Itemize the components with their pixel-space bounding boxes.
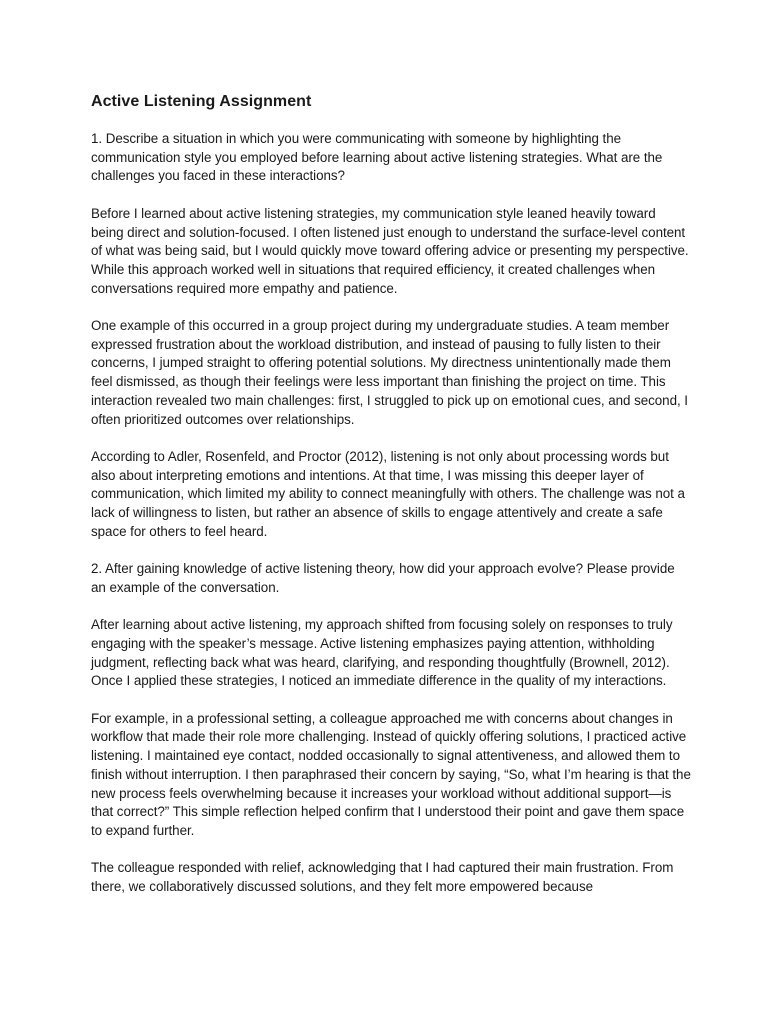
document-page xyxy=(91,92,691,915)
answer-1-paragraph-1: Before I learned about active listening strategies, my communication style leaned heavily toward being direct and solution-focused. I often listened just enough to understand the surface-level content of what was being said, but I would quickly move toward offering advice or presenting my perspective. While this approach worked well in situations that required efficiency, it created challenges when conversations required more empathy and patience. xyxy=(91,205,689,296)
question-2: 2. After gaining knowledge of active listening theory, how did your approach evolve? Please provide an example of the conversation. xyxy=(91,561,675,595)
answer-1-paragraph-2: One example of this occurred in a group project during my undergraduate studies. A team member expressed frustration about the workload distribution, and instead of pausing to fully listen to their concerns, I jumped straight to offering potential solutions. My directness unintentionally made them feel dismissed, as though their feelings were less important than finishing the project on time. This interaction revealed two main challenges: first, I struggled to pick up on emotional cues, and second, I often prioritized outcomes over relationships. xyxy=(91,318,688,427)
answer-2-paragraph-1: After learning about active listening, my approach shifted from focusing solely on responses to truly engaging with the speaker’s message. Active listening emphasizes paying attention, withholding judgment, reflecting back what was heard, clarifying, and responding thoughtfully (Brownell, 2012). Once I applied these strategies, I noticed an immediate difference in the quality of my interactions. xyxy=(91,617,673,689)
answer-1-paragraph-3: According to Adler, Rosenfeld, and Proctor (2012), listening is not only about processing words but also about interpreting emotions and intentions. At that time, I was missing this deeper layer of communication, which limited my ability to connect meaningfully with others. The challenge was not a lack of willingness to listen, but rather an absence of skills to engage attentively and create a safe space for others to feel heard. xyxy=(91,448,685,539)
answer-2-paragraph-2: For example, in a professional setting, a colleague approached me with concerns about changes in workflow that made their role more challenging. Instead of quickly offering solutions, I practiced active listening. I maintained eye contact, nodded occasionally to signal attentiveness, and allowed them to finish without interruption. I then paraphrased their concern by saying, “So, what I’m hearing is that the new process feels overwhelming because it increases your workload without additional support—is that correct?” This simple reflection helped confirm that I understood their point and gave them space to expand further. xyxy=(91,710,691,838)
question-1: 1. Describe a situation in which you were communicating with someone by highlighting the communication style you employed before learning about active listening strategies. What are the challenges you faced in these interactions? xyxy=(91,131,663,184)
document-title: Active Listening Assignment xyxy=(91,93,312,110)
answer-2-paragraph-3: The colleague responded with relief, acknowledging that I had captured their main frustration. From there, we collaboratively discussed solutions, and they felt more empowered because xyxy=(91,860,674,895)
